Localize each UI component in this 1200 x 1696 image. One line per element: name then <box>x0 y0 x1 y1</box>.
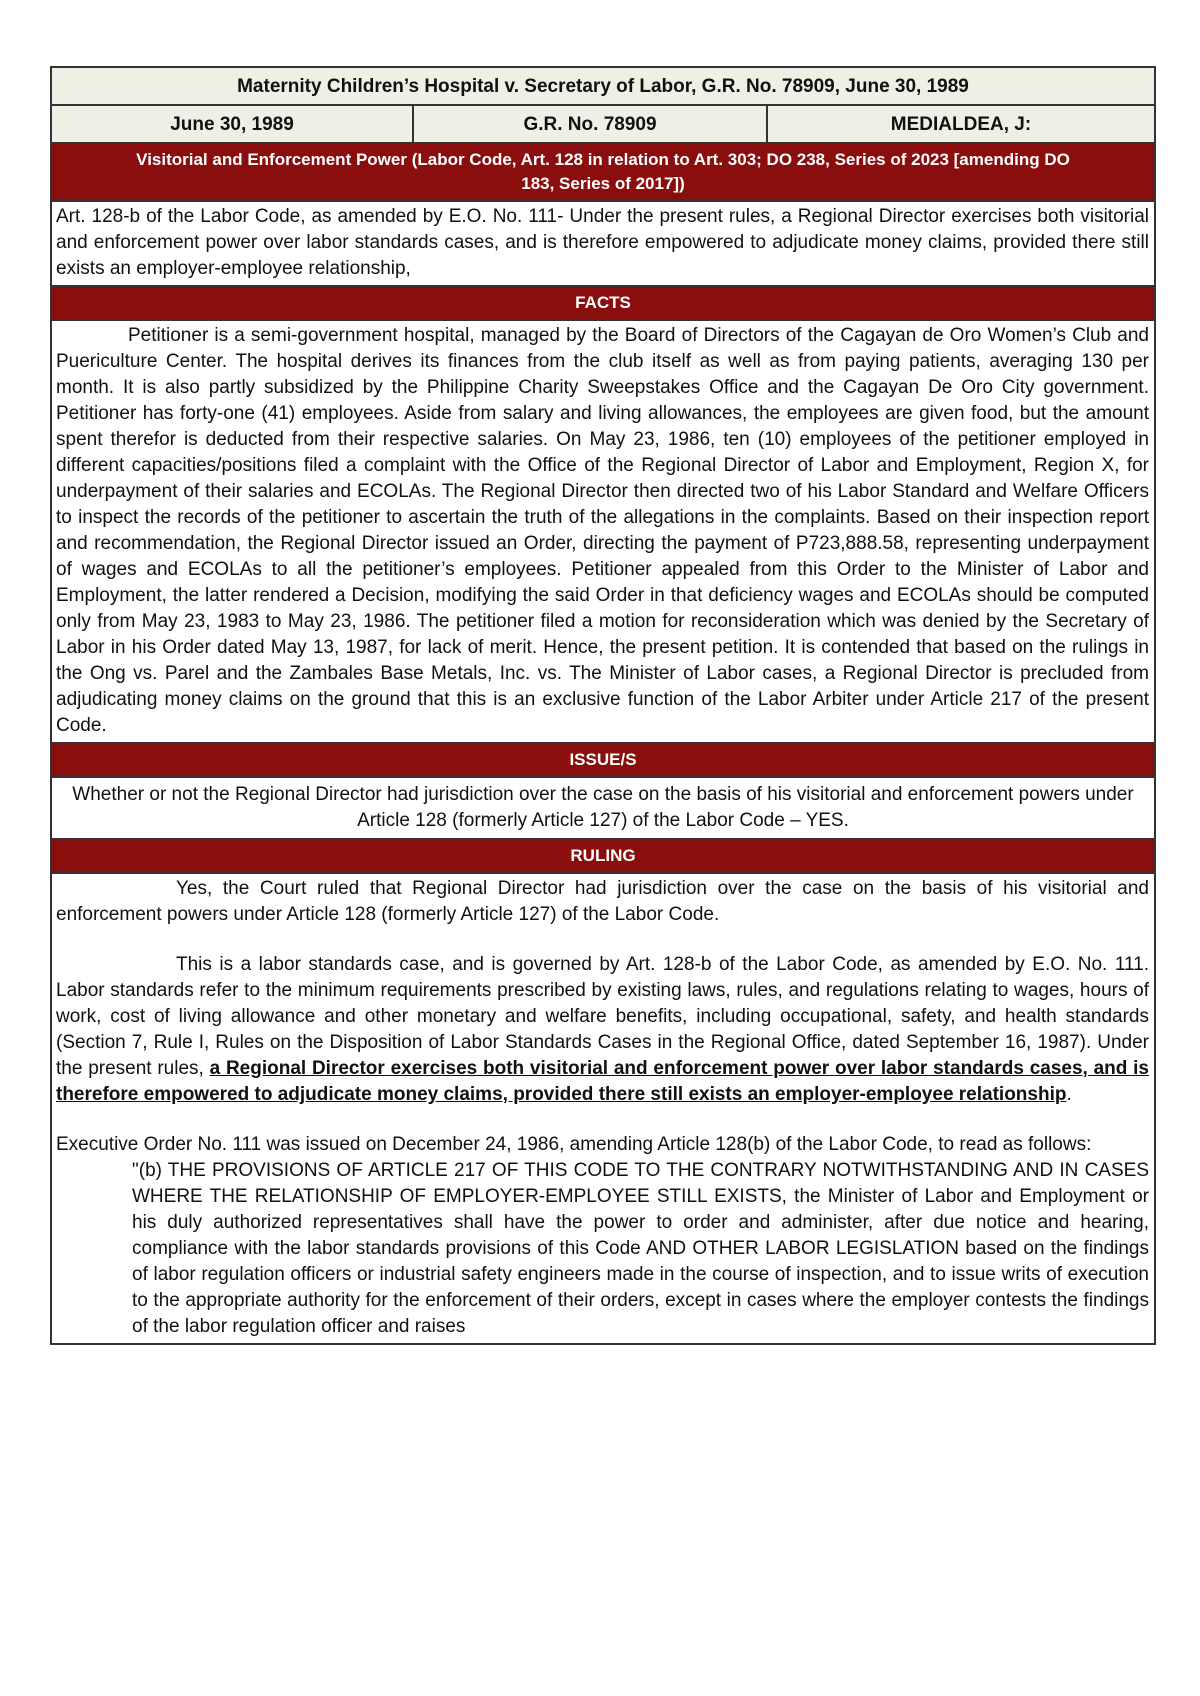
doctrine-text <box>52 202 1154 287</box>
ruling-paragraph-2-end: . <box>1066 1084 1072 1105</box>
case-date: June 30, 1989 <box>170 114 294 135</box>
ruling-paragraph-3: Executive Order No. 111 was issued on December 24, 1986, amending Article 128(b) of the Labor Code, to read as follows: <box>56 1134 1092 1155</box>
ruling-section <box>52 874 1154 1343</box>
eo-quote-caps: "(b) THE PROVISIONS OF ARTICLE 217 OF THIS CODE TO THE CONTRARY NOTWITHSTANDING AND IN CASES WHERE THE RELATIONSHIP OF EMPLOYER-EMPLOYEE STILL EXISTS, <box>132 1160 1149 1207</box>
case-digest-table <box>50 66 1156 1345</box>
case-ponente: MEDIALDEA, J: <box>766 106 1154 142</box>
ruling-emphasis: a Regional Director exercises both visitorial and enforcement power over labor standards cases, and is therefore empowered to adjudicate money claims, provided there still exists an employer-employee relationship <box>56 1058 1149 1105</box>
case-title: Maternity Children’s Hospital v. Secretary of Labor, G.R. No. 78909, June 30, 1989 <box>52 68 1154 106</box>
ruling-paragraph-2 <box>56 952 1149 1108</box>
ruling-paragraph-1: Yes, the Court ruled that Regional Director had jurisdiction over the case on the basis of his visitorial and enforcement powers under Article 128 (formerly Article 127) of the Labor Code. <box>56 878 1149 925</box>
facts-paragraph: Petitioner is a semi-government hospital, managed by the Board of Directors of the Cagayan de Oro Women’s Club and Puericulture Center. The hospital derives its finances from the club itself as well as from paying patients, averaging 130 per month. It is also partly subsidized by the Philippine Charity Sweepstakes Office and the Cagayan De Oro City government. Petitioner has forty-one (41) employees. Aside from salary and living allowances, the employees are given food, but the amount spent therefor is deducted from their respective salaries. On May 23, 1986, ten (10) employees of the petitioner employed in different capacities/positions filed a complaint with the Office of the Regional Director of Labor and Employment, Region X, for underpayment of their salaries and ECOLAs. The Regional Director then directed two of his Labor Standard and Welfare Officers to inspect the records of the petitioner to ascertain the truth of the allegations in the complaints. Based on their inspection report and recommendation, the Regional Director issued an Order, directing the payment of P723,888.58, representing underpayment of wages and ECOLAs to all the petitioner’s employees. Petitioner appealed from this Order to the Minister of Labor and Employment, the latter rendered a Decision, modifying the said Order in that deficiency wages and ECOLAs should be computed only from May 23, 1983 to May 23, 1986. The petitioner filed a motion for reconsideration which was denied by the Secretary of Labor in his Order dated May 13, 1987, for lack of merit. Hence, the present petition. It is contended that based on the rulings in the Ong vs. Parel and the Zambales Base Metals, Inc. vs. The Minister of Labor cases, a Regional Director is precluded from adjudicating money claims on the ground that this is an exclusive function of the Labor Arbiter under Article 217 of the present Code. <box>56 325 1149 736</box>
eo-quote <box>132 1158 1149 1340</box>
issue-paragraph: Whether or not the Regional Director had jurisdiction over the case on the basis of his visitorial and enforcement powers under Article 128 (formerly Article 127) of the Labor Code – YES. <box>72 784 1134 831</box>
topic-heading: Visitorial and Enforcement Power (Labor Code, Art. 128 in relation to Art. 303; DO 238, Series of 2023 [amending DO 183, Series of 2017]) <box>52 144 1154 202</box>
case-meta-row <box>52 106 1154 144</box>
case-gr-number: G.R. No. 78909 <box>412 106 766 142</box>
issues-section <box>52 778 1154 840</box>
doctrine-paragraph: Art. 128-b of the Labor Code, as amended by E.O. No. 111- Under the present rules, a Regional Director exercises both visitorial and enforcement power over labor standards cases, and is therefore empowered to adjudicate money claims, provided there still exists an employer-employee relationship, <box>56 206 1149 279</box>
ruling-heading: RULING <box>52 840 1154 874</box>
ruling-paragraph-2-lead: This is a labor standards case, and is governed by Art. 128-b of the Labor Code, as amended by E.O. No. 111. Labor standards refer to the minimum requirements prescribed by existing laws, rules, and regulations relating to wages, hours of work, cost of living allowance and other monetary and welfare benefits, including occupational, safety, and health standards (Section 7, Rule I, Rules on the Disposition of Labor Standards Cases in the Regional Office, dated September 16, 1987). Under the present rules, <box>56 954 1149 1079</box>
facts-section <box>52 321 1154 744</box>
eo-quote-rest: the Minister of Labor and Employment or his duly authorized representatives shall have the power to order and administer, after due notice and hearing, compliance with the labor standards provisions of this Code AND OTHER LABOR LEGISLATION based on the findings of labor regulation officers or industrial safety engineers made in the course of inspection, and to issue writs of execution to the appropriate authority for the enforcement of their orders, except in cases where the employer contests the findings of the labor regulation officer and raises <box>132 1186 1149 1337</box>
facts-heading: FACTS <box>52 287 1154 321</box>
issues-heading: ISSUE/S <box>52 744 1154 778</box>
